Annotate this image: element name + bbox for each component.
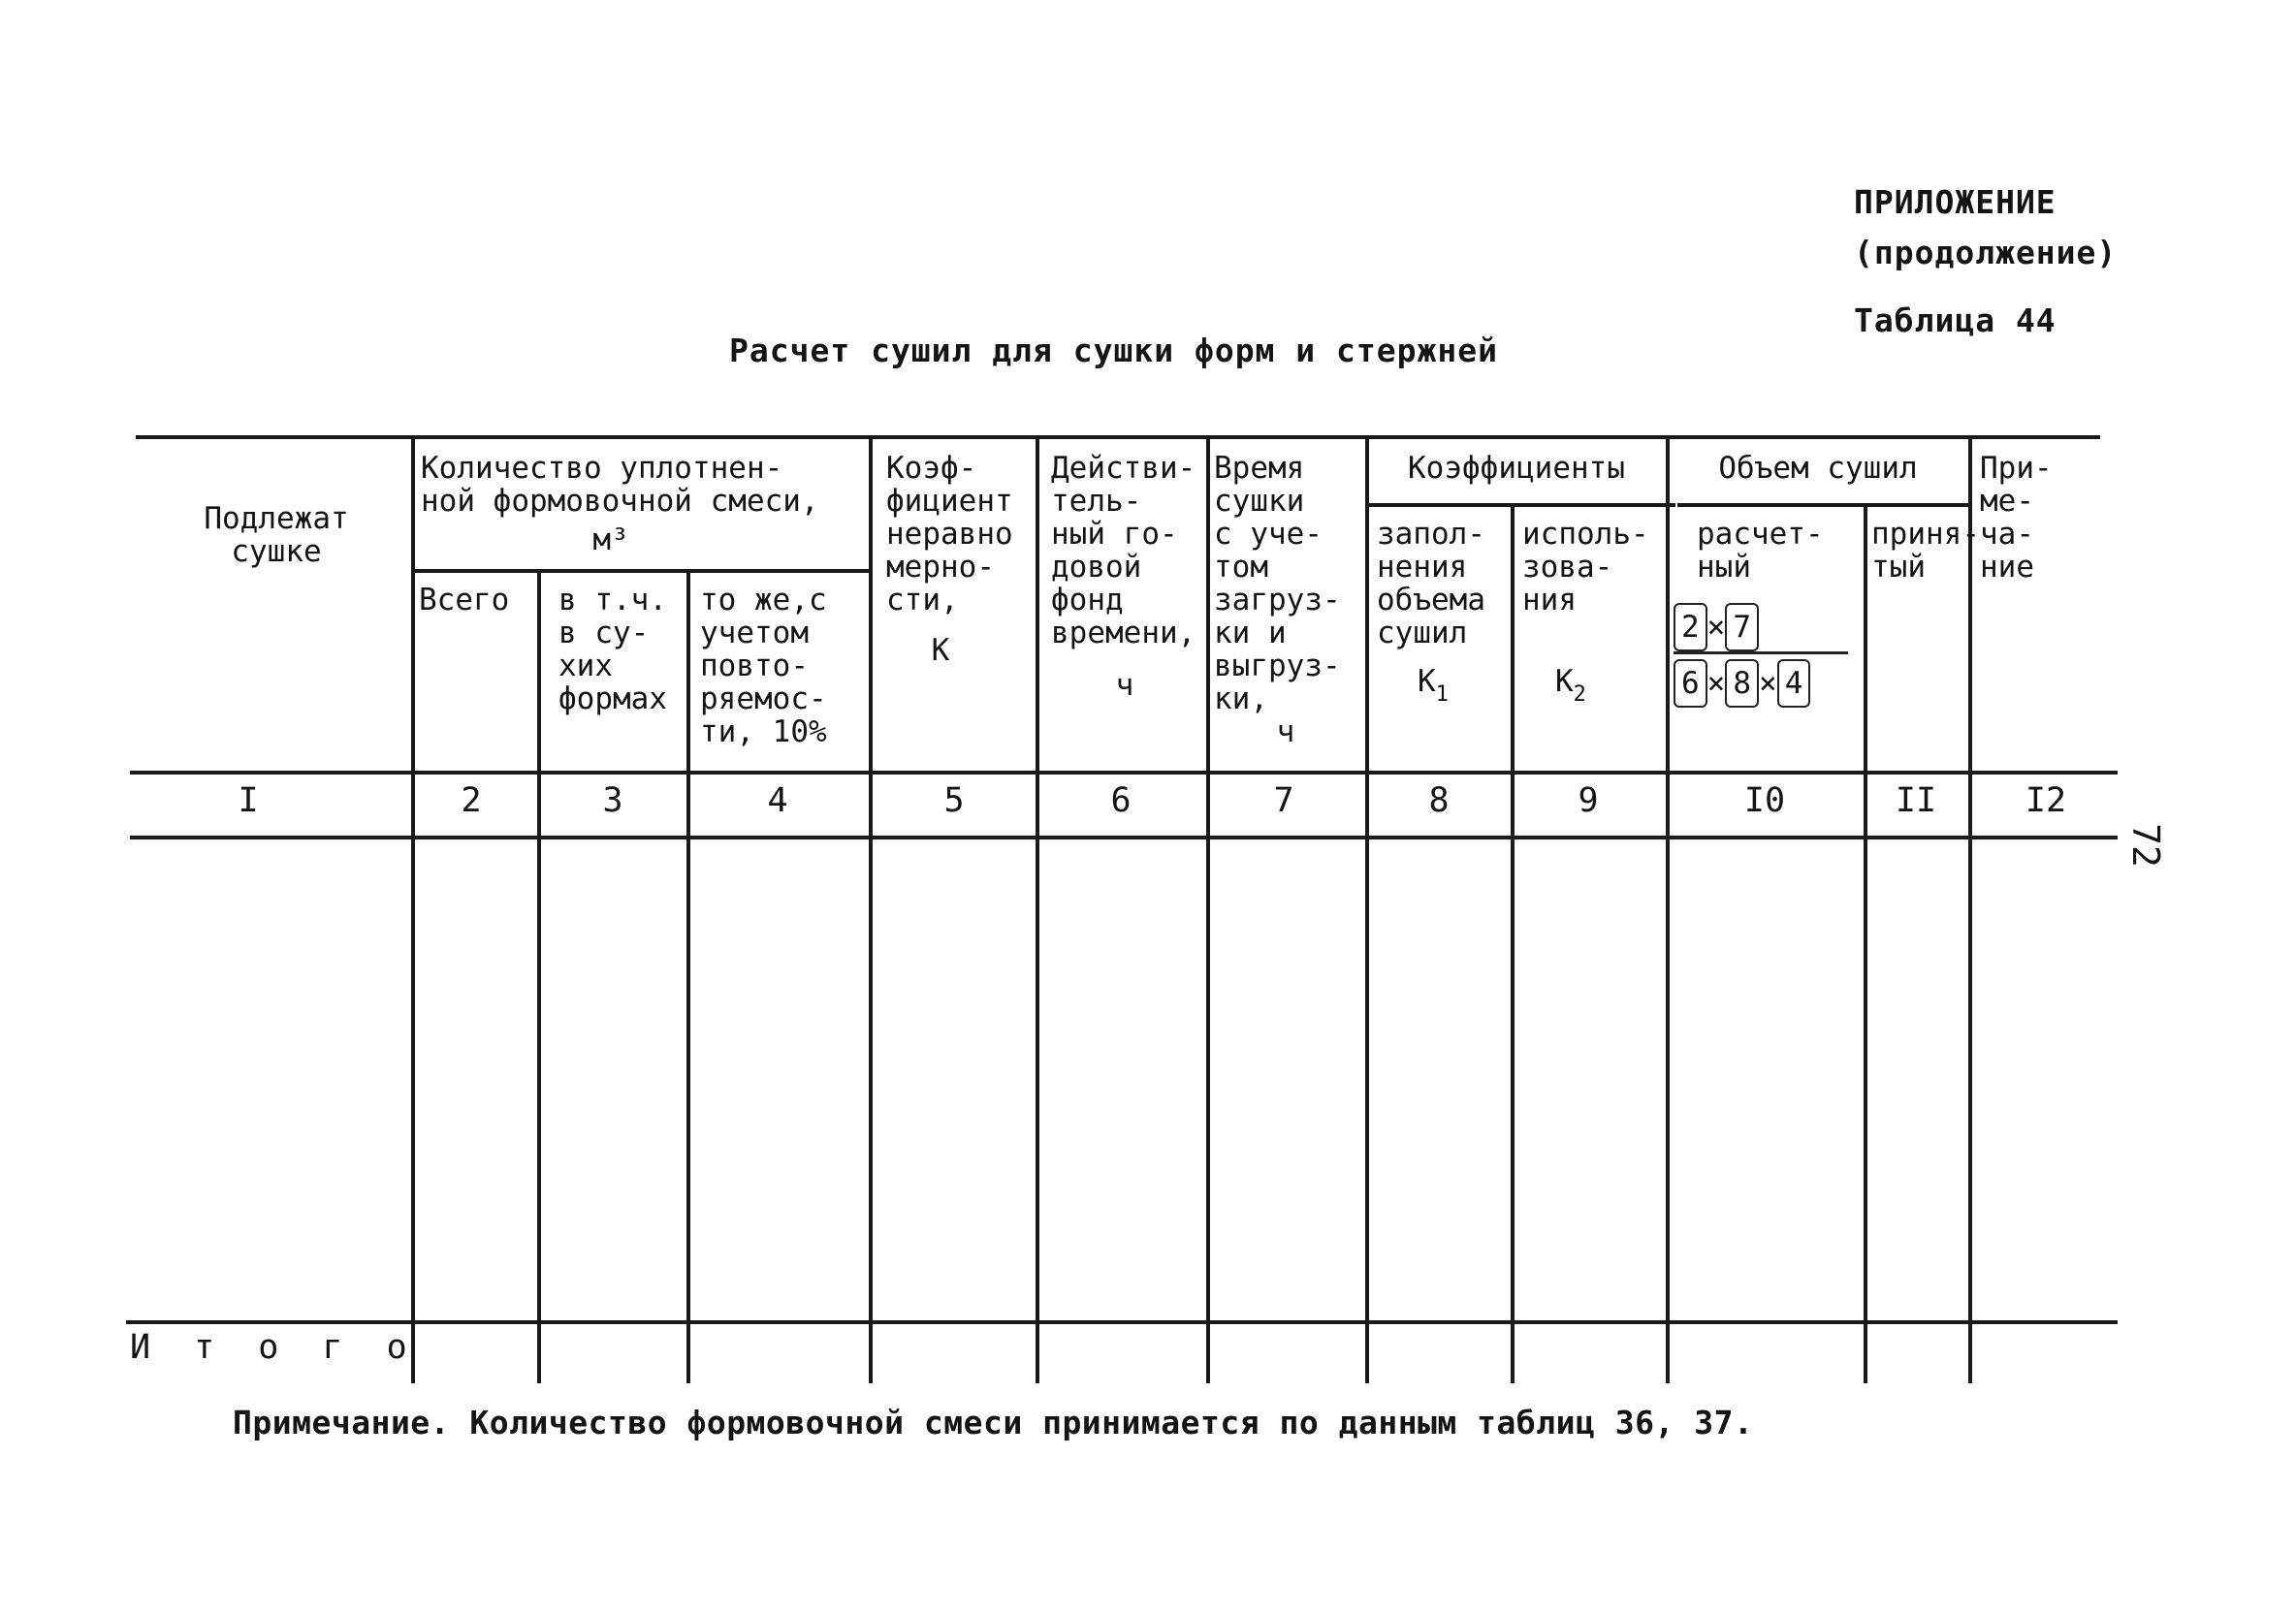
col-divider-8 — [1511, 505, 1515, 1383]
column-number: II — [1895, 781, 1937, 820]
col-divider-6 — [1206, 437, 1210, 1383]
header-drying-time: Время сушки с уче- том загруз- ки и выгруз- ки, — [1214, 451, 1341, 716]
header-time-fund-unit: ч — [1115, 668, 1134, 703]
column-number: 7 — [1273, 781, 1294, 820]
column-number: 4 — [767, 781, 788, 820]
numbers-bottom-rule — [130, 836, 2118, 839]
table-note: Примечание. Количество формовочной смеси принимается по данным таблиц 36, 37. — [233, 1404, 1754, 1441]
page-number: 72 — [2123, 823, 2167, 868]
header-bottom-rule — [130, 771, 2118, 775]
column-number: 3 — [602, 781, 623, 820]
column-number: 5 — [943, 781, 965, 820]
header-accepted-volume: приня- тый — [1871, 517, 1980, 585]
column-number: I — [238, 781, 259, 820]
header-quantity-group: Количество уплотнен- ной формовочной смеси, — [421, 451, 819, 519]
header-usage-symbol: $К_2$ — [1555, 664, 1586, 707]
column-number: 9 — [1578, 781, 1599, 820]
header-subject: Подлежат сушке — [204, 501, 349, 569]
volume-formula-numerator: 2 × 7 — [1674, 603, 1759, 651]
header-total: Всего — [419, 583, 510, 617]
column-number: 8 — [1428, 781, 1450, 820]
column-number: 6 — [1110, 781, 1132, 820]
col-divider-4 — [869, 437, 873, 1383]
col-divider-3 — [686, 571, 690, 1383]
header-volume-group: Объем сушил — [1718, 451, 1918, 486]
total-row-label: И т о г о — [130, 1328, 419, 1367]
col-divider-1 — [411, 437, 415, 1383]
group-rule-coefficients — [1367, 503, 1675, 507]
table-top-rule — [136, 435, 2100, 439]
column-number: 2 — [461, 781, 482, 820]
appendix-label: ПРИЛОЖЕНИЕ — [1854, 183, 2057, 221]
table-title: Расчет сушил для сушки форм и стержней — [729, 332, 1498, 369]
header-calculated-volume: расчет- ный — [1697, 517, 1824, 585]
col-divider-7 — [1365, 437, 1369, 1383]
header-with-repeatability: то же,с учетом повто- ряемос- ти, 10% — [700, 583, 827, 749]
group-rule-quantity — [413, 569, 873, 573]
header-coefficients-group: Коэффициенты — [1408, 451, 1625, 486]
header-filling-symbol: $К_1$ — [1418, 664, 1449, 707]
header-filling-coef: запол- нения объема сушил — [1377, 517, 1485, 650]
col-divider-9 — [1666, 437, 1670, 1383]
col-divider-2 — [537, 571, 541, 1383]
header-in-dry-molds: в т.ч. в су- хих формах — [558, 583, 667, 716]
header-drying-time-unit: ч — [1276, 714, 1295, 749]
group-rule-volume — [1677, 503, 1972, 507]
header-usage-coef: исполь- зова- ния — [1522, 517, 1649, 617]
table-number: Таблица 44 — [1854, 301, 2057, 339]
header-unevenness-coef: Коэф- фициент неравно мерно- сти, — [886, 451, 1013, 617]
header-unevenness-symbol: К — [931, 633, 950, 668]
col-divider-5 — [1036, 437, 1039, 1383]
volume-formula-fraction-bar — [1674, 651, 1848, 654]
continuation-label: (продолжение) — [1854, 234, 2118, 271]
column-number: I0 — [1743, 781, 1786, 820]
col-divider-10 — [1864, 505, 1867, 1383]
column-number: I2 — [2025, 781, 2067, 820]
header-quantity-unit: м³ — [592, 522, 629, 557]
total-top-rule — [126, 1320, 2118, 1324]
header-remark: При- ме- ча- ние — [1980, 451, 2053, 585]
header-annual-time-fund: Действи- тель- ный го- довой фонд времени, — [1051, 451, 1196, 650]
volume-formula-denominator: 6 × 8 × 4 — [1674, 659, 1810, 708]
